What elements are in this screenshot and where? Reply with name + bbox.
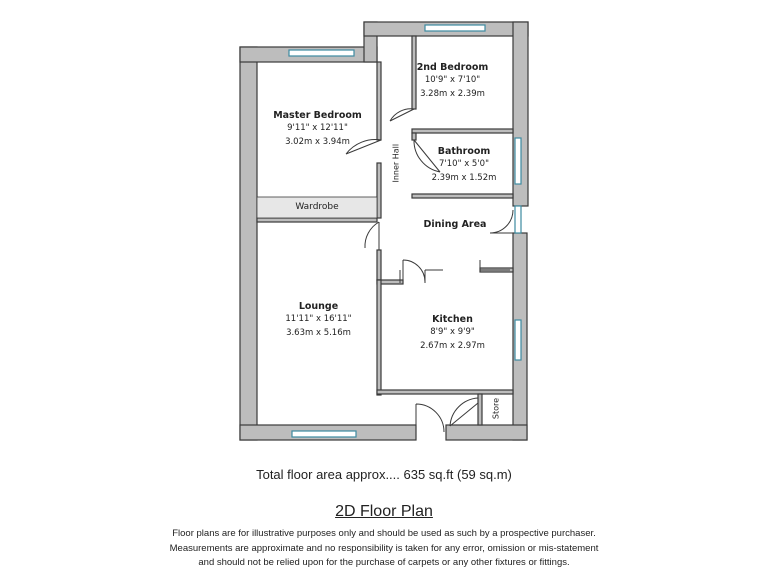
total-floor-area: Total floor area approx.... 635 sq.ft (59 sq.m) (256, 467, 512, 482)
window-bedroom2-top (425, 25, 485, 31)
room-name: Bathroom (437, 146, 491, 157)
room-name: Dining Area (423, 219, 487, 230)
wall-bathroom-bottom (412, 194, 513, 198)
room-name: Lounge (298, 301, 339, 312)
room-imperial: 11'11" x 16'11" (285, 314, 352, 324)
disclaimer-line: and should not be relied upon for the purchase of carpets or any other fixtures or fittings. (198, 557, 570, 568)
wall-store-left (478, 394, 482, 425)
window-dining-right (515, 206, 521, 233)
room-imperial: 8'9" x 9'9" (430, 327, 475, 337)
store-label: Store (491, 397, 501, 420)
wall-bathroom-left (412, 133, 416, 140)
room-metric: 3.63m x 5.16m (286, 328, 351, 338)
window-lounge-bottom (292, 431, 356, 437)
wall-bottom-right (446, 425, 527, 440)
wall-second-bedroom-bottom (412, 129, 513, 133)
window-master-top (289, 50, 354, 56)
room-metric: 3.02m x 3.94m (285, 137, 350, 147)
kitchen-label (400, 314, 505, 353)
lounge-label (260, 301, 377, 340)
wall-lounge-dining (377, 250, 381, 280)
room-imperial: 9'11" x 12'11" (287, 123, 348, 133)
room-name: Master Bedroom (273, 110, 362, 121)
room-metric: 2.39m x 1.52m (431, 173, 497, 183)
wall-left (240, 47, 257, 440)
bathroom-label (418, 146, 510, 185)
wall-lounge-hall (377, 163, 381, 218)
disclaimer-line: Measurements are approximate and no responsibility is taken for any error, omission or mis-statement (169, 542, 599, 554)
wall-kitchen-left-v (377, 280, 381, 395)
room-name: 2nd Bedroom (416, 62, 489, 73)
dining-area-label (415, 219, 495, 230)
room-imperial: 7'10" x 5'0" (439, 159, 489, 169)
wall-inner-hall (377, 62, 381, 140)
wardrobe-label: Wardrobe (295, 202, 339, 212)
window-kitchen-right (515, 320, 521, 360)
window-bathroom-right (515, 138, 521, 184)
disclaimer-line: Floor plans are for illustrative purposes only and should be used as such by a prospective purchaser. (172, 528, 596, 539)
master-bedroom-label (260, 110, 375, 149)
room-metric: 2.67m x 2.97m (420, 341, 485, 351)
room-imperial: 10'9" x 7'10" (424, 75, 481, 85)
disclaimer (0, 527, 768, 571)
wall-master-lounge (257, 218, 377, 222)
room-metric: 3.28m x 2.39m (420, 89, 485, 99)
room-name: Kitchen (432, 314, 473, 325)
plan-title: 2D Floor Plan (335, 503, 433, 520)
second-bedroom-label (405, 62, 500, 101)
inner-hall-label: Inner Hall (391, 143, 401, 183)
